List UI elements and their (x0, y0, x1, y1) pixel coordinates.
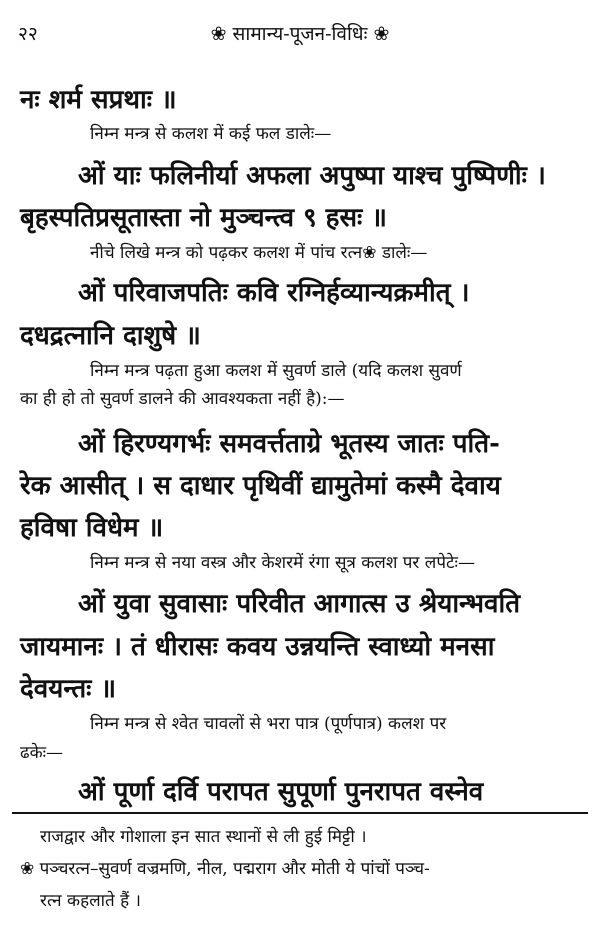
instruction-line: का ही हो तो सुवर्ण डालने की आवश्यकता नहीं है):— (20, 389, 345, 409)
mantra-line: ओं याः फलिनीर्या अफला अपुष्पा याश्च पुष्पिणीः । (78, 161, 546, 191)
footnote-line: ❀ पञ्चरत्न–सुवर्ण वज्रमणि, नील, पद्मराग और मोती ये पांचों पञ्च- (20, 859, 430, 879)
mantra-line: ओं हिरण्यगर्भः समवर्त्तताग्रे भूतस्य जातः पति- (78, 429, 500, 459)
mantra-line: ओं युवा सुवासाः परिवीत आगात्स उ श्रेयान्भवति (78, 589, 521, 619)
mantra-line: रेक आसीत् । स दाधार पृथिवीं द्यामुतेमां कस्मै देवाय (20, 471, 501, 501)
mantra-line: देवयन्तः ॥ (20, 674, 117, 704)
page-number: २२ (18, 23, 38, 45)
footnote-divider (12, 812, 588, 814)
page-header (0, 20, 600, 56)
instruction-line: निम्न मन्त्र से कलश में कई फल डालेः— (90, 124, 332, 144)
instruction-line: नीचे लिखे मन्त्र को पढ़कर कलश में पांच रत्न❀ डालेः— (90, 243, 428, 263)
mantra-line: दधद्रत्नानि दाशुषे ॥ (20, 321, 201, 351)
mantra-line: बृहस्पतिप्रसूतास्ता नो मुञ्चन्त्व ९ हसः ॥ (20, 203, 387, 233)
instruction-line: ढकेः— (20, 743, 64, 763)
mantra-line: ओं पूर्णा दर्वि परापत सुपूर्णा पुनरापत वस्नेव (78, 777, 484, 807)
mantra-line: नः शर्म सप्रथाः ॥ (20, 85, 177, 115)
mantra-line: जायमानः । तं धीरासः कवय उन्नयन्ति स्वाध्यो मनसा (20, 632, 495, 662)
instruction-line: निम्न मन्त्र पढ़ता हुआ कलश में सुवर्ण डाले (यदि कलश सुवर्ण (90, 361, 462, 381)
footnote-line: राजद्वार और गोशाला इन सात स्थानों से ली हुई मिट्टी । (40, 827, 367, 847)
running-title: ❀ सामान्य-पूजन-विधिः ❀ (210, 23, 390, 45)
instruction-line: निम्न मन्त्र से श्वेत चावलों से भरा पात्र (पूर्णपात्र) कलश पर (90, 714, 447, 734)
instruction-line: निम्न मन्त्र से नया वस्त्र और केशरमें रंगा सूत्र कलश पर लपेटेः— (90, 553, 475, 573)
footnote-line: रत्न कहलाते हैं । (40, 891, 141, 911)
mantra-line: ओं परिवाजपतिः कवि रग्निर्हव्यान्यक्रमीत् । (78, 278, 470, 308)
mantra-line: हविषा विधेम ॥ (20, 513, 164, 543)
